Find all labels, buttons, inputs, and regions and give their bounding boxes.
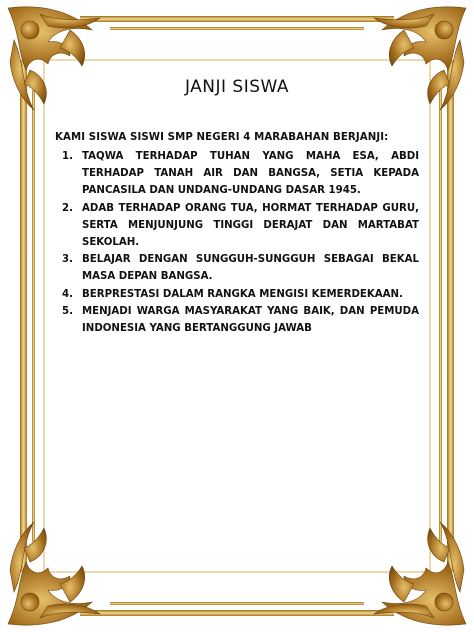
pledge-text: BERPRESTASI DALAM RANGKA MENGISI KEMERDEKAAN. [82, 288, 403, 300]
pledge-number: 4. [62, 288, 73, 300]
pledge-number: 2. [62, 202, 73, 214]
pledge-text: ADAB TERHADAP ORANG TUA, HORMAT TERHADAP GURU, SERTA MENJUNJUNG TINGGI DERAJAT DAN MARTABAT SEKOLAH. [82, 202, 419, 249]
pledge-item [62, 303, 419, 337]
pledge-item [62, 148, 419, 200]
pledge-text: MENJADI WARGA MASYARAKAT YANG BAIK, DAN PEMUDA INDONESIA YANG BERTANGGUNG JAWAB [82, 305, 419, 335]
pledge-item [62, 286, 419, 303]
pledge-item [62, 251, 419, 285]
pledge-intro: KAMI SISWA SISWI SMP NEGERI 4 MARABAHAN BERJANJI: [55, 132, 389, 143]
pledge-text: BELAJAR DENGAN SUNGGUH-SUNGGUH SEBAGAI BEKAL MASA DEPAN BANGSA. [82, 254, 419, 283]
document-title: JANJI SISWA [184, 77, 290, 97]
pledge-text: TAQWA TERHADAP TUHAN YANG MAHA ESA, ABDI TERHADAP TANAH AIR DAN BANGSA, SETIA KEPADA PANCASILA DAN UNDANG-UNDANG DASAR 1945. [82, 151, 419, 197]
pledge-number: 3. [62, 254, 73, 266]
pledge-item [62, 200, 419, 252]
pledge-number: 1. [62, 151, 73, 162]
corner-ornament-bottom-right [374, 522, 466, 625]
pledge-list [62, 148, 419, 337]
pledge-number: 5. [62, 305, 73, 317]
corner-ornament-bottom-left [8, 522, 100, 625]
